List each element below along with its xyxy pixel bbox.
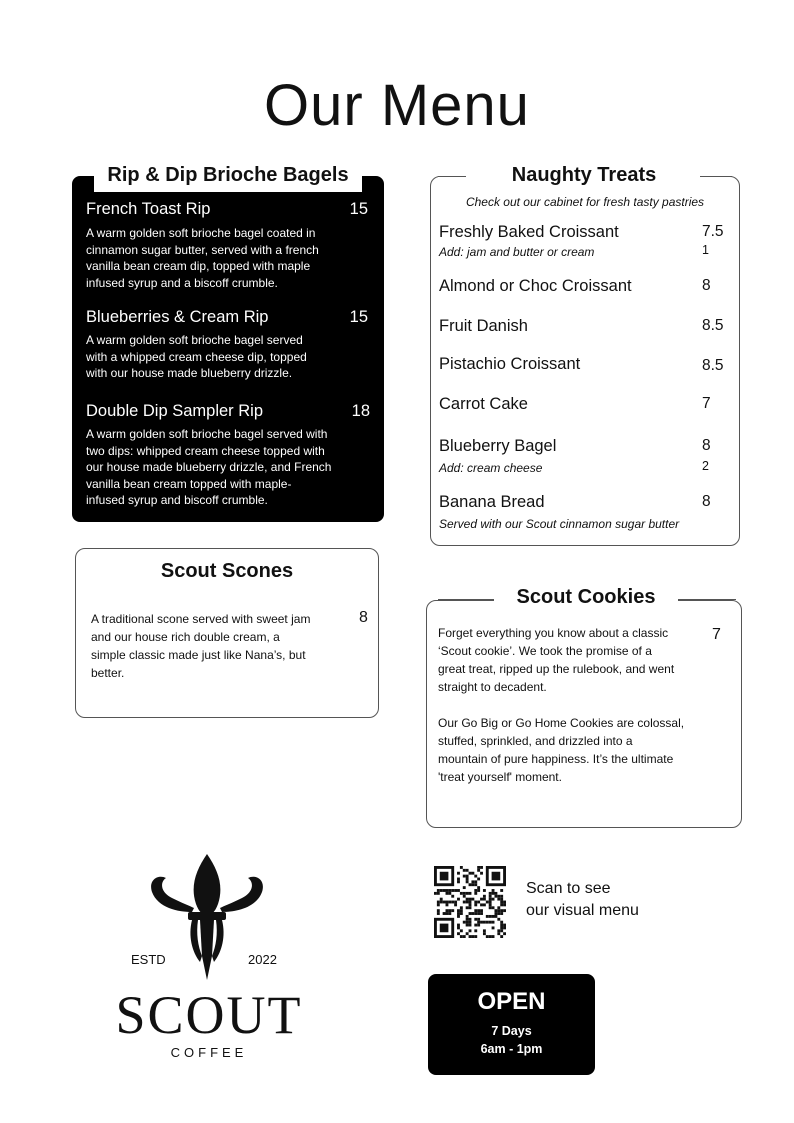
brand-year: 2022 [248, 952, 277, 967]
treat-item-price: 8 [702, 437, 711, 454]
treat-item-price: 7.5 [702, 223, 724, 240]
treat-item-addon: Add: cream cheese [439, 461, 543, 475]
page-title: Our Menu [264, 73, 530, 138]
cookies-description: Forget everything you know about a classic ‘Scout cookie’. We took the promise of a great treat, ripped up the rulebook, and went straight to decadent. Our Go Big or Go Home Cookies are colossal, stuffed, sprinkled, and drizzled into a mountain of pure happiness. It’s the ultimate 'treat yourself' moment. [438, 626, 685, 784]
treat-item-name: Almond or Choc Croissant [439, 277, 632, 295]
treat-item-addon-price: 2 [702, 459, 709, 473]
treat-item-name: Pistachio Croissant [439, 355, 581, 373]
bagel-item-description: A warm golden soft brioche bagel served with two dips: whipped cream cheese topped with our house made blueberry drizzle, and French vanilla bean cream topped with maple- infused syrup and biscoff crumble. [86, 427, 332, 507]
brand-estd-label: ESTD [131, 952, 166, 967]
bagels-title-tab [94, 158, 362, 192]
treat-item-price: 7 [702, 395, 711, 412]
bagel-item-name: Double Dip Sampler Rip [86, 402, 263, 420]
bagel-item-description: A warm golden soft brioche bagel coated in cinnamon sugar butter, served with a french vanilla bean cream dip, topped with maple infused syrup and a biscoff crumble. [86, 226, 319, 290]
bagel-item-price: 18 [351, 402, 370, 420]
divider [700, 176, 732, 177]
qr-code-icon[interactable] [434, 866, 506, 938]
scones-price: 8 [359, 609, 368, 626]
bagel-item-price: 15 [349, 308, 368, 326]
treat-item-name: Banana Bread [439, 493, 545, 511]
treat-item-price: 8.5 [702, 357, 724, 374]
brand-subtitle: COFFEE [170, 1045, 248, 1060]
divider [438, 599, 494, 600]
qr-caption-line-1: Scan to see [526, 880, 611, 897]
treat-item-name: Fruit Danish [439, 317, 528, 335]
divider [678, 599, 736, 600]
treat-item-addon: Add: jam and butter or cream [439, 245, 595, 259]
open-title: OPEN [477, 988, 546, 1015]
treat-item-name: Carrot Cake [439, 395, 528, 413]
treat-item-note: Served with our Scout cinnamon sugar butter [439, 517, 680, 531]
cookies-price: 7 [712, 626, 721, 643]
treat-item-price: 8 [702, 277, 711, 294]
qr-caption-line-2: our visual menu [526, 902, 639, 919]
brand-name: SCOUT [115, 985, 303, 1045]
treats-title-tab [438, 160, 730, 190]
divider [438, 176, 466, 177]
bagel-item-description: A warm golden soft brioche bagel served with a whipped cream cheese dip, topped with our house made blueberry drizzle. [86, 333, 307, 380]
scones-title: Scout Scones [160, 560, 294, 582]
opening-hours-box [428, 974, 595, 1075]
open-hours: 6am - 1pm [480, 1042, 543, 1056]
treat-item-name: Blueberry Bagel [439, 437, 557, 455]
treats-subtitle: Check out our cabinet for fresh tasty pastries [465, 195, 705, 209]
bagel-item-price: 15 [349, 200, 368, 218]
open-days: 7 Days [491, 1024, 532, 1038]
bagel-item-name: French Toast Rip [86, 200, 211, 218]
cookies-title-tab [494, 582, 678, 612]
treat-item-name: Freshly Baked Croissant [439, 223, 619, 241]
treats-title: Naughty Treats [511, 163, 657, 186]
scones-description: A traditional scone served with sweet jam and our house rich double cream, a simple classic made just like Nana’s, but better. [91, 612, 311, 680]
bagel-item-name: Blueberries & Cream Rip [86, 308, 269, 326]
bagels-title: Rip & Dip Brioche Bagels [107, 163, 349, 186]
treat-item-addon-price: 1 [702, 243, 709, 257]
treat-item-price: 8 [702, 493, 711, 510]
cookies-title: Scout Cookies [516, 585, 656, 608]
treat-item-price: 8.5 [702, 317, 724, 334]
